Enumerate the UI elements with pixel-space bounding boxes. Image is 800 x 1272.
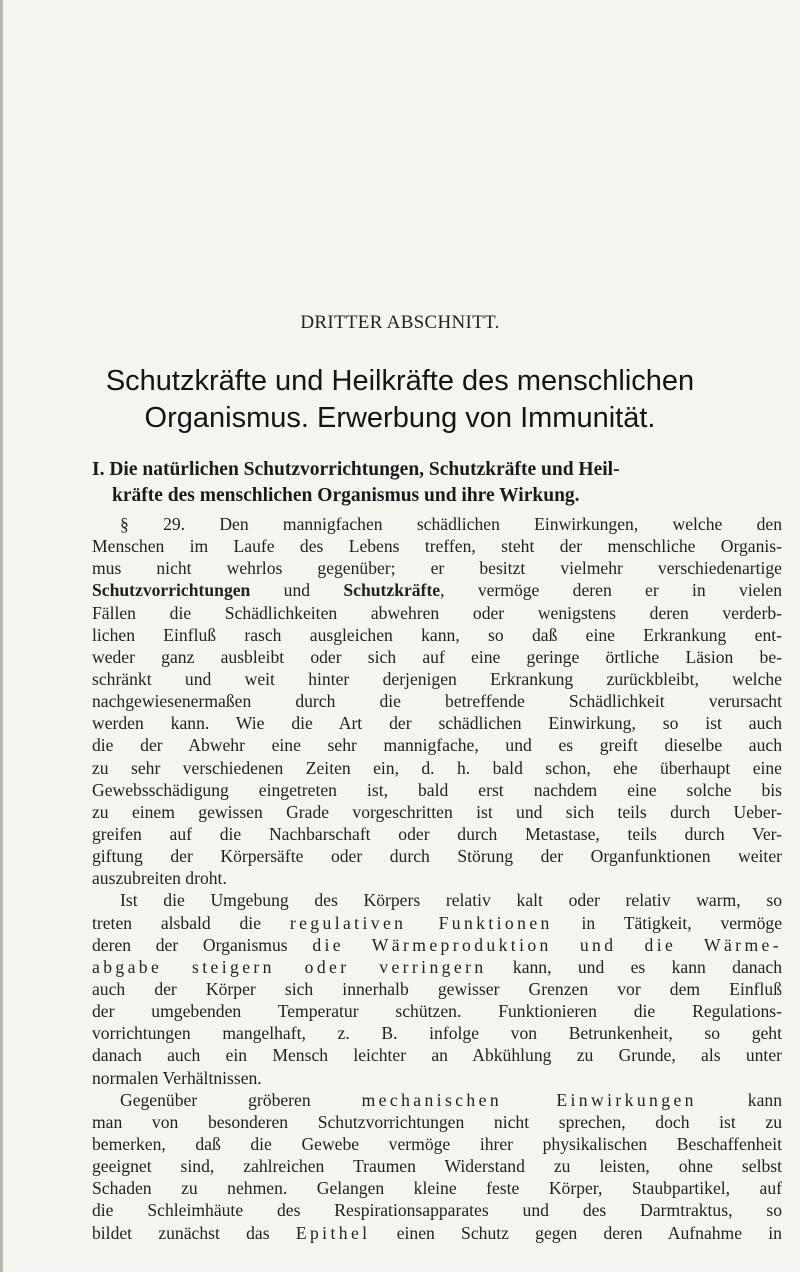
chapter-title — [0, 363, 800, 437]
text-line: deren der Organismus die Wärmeproduktion und die Wärme- — [92, 934, 782, 955]
text-line: Gegenüber gröberen mechanischen Einwirkungen kann — [120, 1089, 782, 1110]
body-text — [92, 513, 782, 1244]
text-line: Schaden zu nehmen. Gelangen kleine feste Körper, Staubpartikel, auf — [92, 1178, 782, 1199]
text-line: treten alsbald die regulativen Funktionen in Tätigkeit, vermöge — [92, 912, 782, 933]
text-line: auszubreiten droht. — [92, 868, 227, 889]
subheading-line-1: I. Die natürlichen Schutzvorrichtungen, Schutzkräfte und Heil- — [92, 459, 620, 480]
text-line: die Schleimhäute des Respirationsapparates und des Darmtraktus, so — [92, 1200, 782, 1221]
text-line: auch der Körper sich innerhalb gewisser Grenzen vor dem Einfluß — [92, 978, 782, 999]
text-line: danach auch ein Mensch leichter an Abkühlung zu Grunde, als unter — [92, 1045, 782, 1066]
text-line: Schutzvorrichtungen und Schutzkräfte, vermöge deren er in vielen — [92, 580, 783, 601]
text-line: weder ganz ausbleibt oder sich auf eine geringe örtliche Läsion be- — [92, 646, 782, 667]
text-line: vorrichtungen mangelhaft, z. B. infolge von Betrunkenheit, so geht — [92, 1023, 782, 1044]
page-binding-edge — [0, 0, 3, 1272]
text-line: man von besonderen Schutzvorrichtungen nicht sprechen, doch ist zu — [92, 1111, 782, 1132]
chapter-title-line-2: Organismus. Erwerbung von Immunität. — [144, 402, 656, 434]
text-line: Ist die Umgebung des Körpers relativ kalt oder relativ warm, so — [120, 890, 782, 911]
text-line: der umgebenden Temperatur schützen. Funktionieren die Regulations- — [92, 1001, 782, 1022]
text-line: lichen Einfluß rasch ausgleichen kann, so daß eine Erkrankung ent- — [92, 624, 782, 645]
text-line: die der Abwehr eine sehr mannigfache, und es greift dieselbe auch — [92, 735, 782, 756]
emphasis-spaced: Epithel — [295, 1222, 371, 1243]
section-heading: DRITTER ABSCHNITT. — [300, 312, 500, 333]
emphasis-spaced: abgabe steigern oder verringern — [92, 956, 487, 977]
text-line: mus nicht wehrlos gegenüber; er besitzt vielmehr verschiedenartige — [92, 558, 782, 579]
emphasis-bold: Schutzvorrichtungen — [92, 580, 251, 601]
text-line: zu einem gewissen Grade vorgeschritten ist und sich teils durch Ueber- — [92, 801, 782, 822]
emphasis-spaced: die Wärmeproduktion und die Wärme- — [312, 934, 782, 955]
text-line: normalen Verhältnissen. — [92, 1067, 262, 1088]
text-line: bemerken, daß die Gewebe vermöge ihrer physikalischen Beschaffenheit — [92, 1133, 782, 1154]
text-line: zu sehr verschiedenen Zeiten ein, d. h. bald schon, ehe überhaupt eine — [92, 757, 782, 778]
chapter-title-line-1: Schutzkräfte und Heilkräfte des menschlichen — [105, 365, 695, 397]
text-line: § 29. Den mannigfachen schädlichen Einwirkungen, welche den — [120, 514, 782, 534]
text-line: werden kann. Wie die Art der schädlichen Einwirkung, so ist auch — [92, 713, 782, 734]
emphasis-spaced: mechanischen Einwirkungen — [361, 1089, 697, 1110]
subheading-line-2: kräfte des menschlichen Organismus und ihre Wirkung. — [112, 485, 580, 506]
text-line: schränkt und weit hinter derjenigen Erkrankung zurückbleibt, welche — [92, 668, 782, 689]
text-line: Menschen im Laufe des Lebens treffen, steht der menschliche Organis- — [92, 536, 782, 557]
text-line: geeignet sind, zahlreichen Traumen Widerstand zu leisten, ohne selbst — [92, 1156, 782, 1177]
text-line: greifen auf die Nachbarschaft oder durch Metastase, teils durch Ver- — [92, 823, 782, 844]
emphasis-spaced: regulativen Funktionen — [289, 912, 553, 933]
text-line: nachgewiesenermaßen durch die betreffende Schädlichkeit verursacht — [92, 691, 782, 712]
subheading — [92, 457, 782, 509]
text-line: giftung der Körpersäfte oder durch Störung der Organfunktionen weiter — [92, 846, 782, 867]
text-line: Gewebsschädigung eingetreten ist, bald erst nachdem eine solche bis — [92, 779, 782, 800]
text-line: abgabe steigern oder verringern kann, und es kann danach — [92, 956, 782, 977]
text-line: bildet zunächst das Epithel einen Schutz gegen deren Aufnahme in — [92, 1222, 782, 1243]
emphasis-bold: Schutzkräfte — [343, 580, 441, 601]
text-line: Fällen die Schädlichkeiten abwehren oder wenigstens deren verderb- — [92, 602, 782, 623]
